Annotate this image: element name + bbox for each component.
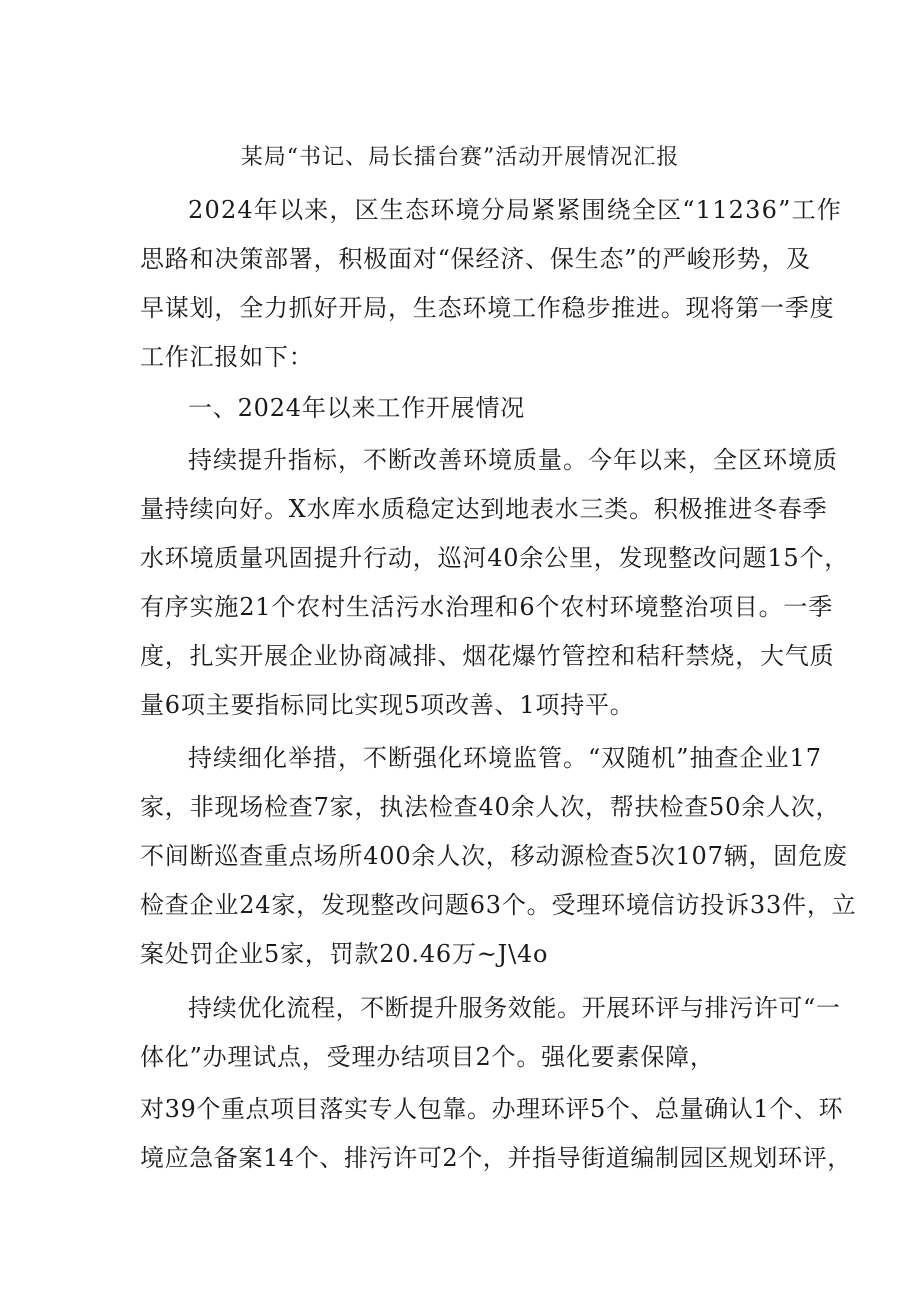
- document-title: 某局“书记、局长擂台赛”活动开展情况汇报: [240, 145, 680, 170]
- section-heading: 一、2024年以来工作开展情况: [188, 394, 526, 422]
- paragraph-line: 有序实施21个农村生活污水治理和6个农村环境整治项目。一季: [140, 593, 834, 621]
- paragraph-line: 检查企业24家，发现整改问题63个。受理环境信访投诉33件，立: [140, 891, 857, 919]
- paragraph-line: 对39个重点项目落实专人包靠。办理环评5个、总量确认1个、环: [140, 1095, 844, 1123]
- paragraph-line: 境应急备案14个、排污许可2个，并指导街道编制园区规划环评，: [140, 1144, 852, 1172]
- paragraph-line: 工作汇报如下：: [140, 343, 314, 371]
- paragraph-line: 水环境质量巩固提升行动，巡河40余公里，发现整改问题15个，: [140, 544, 850, 572]
- paragraph-line: 体化”办理试点，受理办结项目2个。强化要素保障，: [140, 1043, 715, 1071]
- paragraph-line: 量持续向好。X水库水质稳定达到地表水三类。积极推进冬春季: [140, 495, 828, 523]
- paragraph-line: 持续优化流程，不断提升服务效能。开展环评与排污许可“一: [188, 994, 841, 1022]
- paragraph-line: 量6项主要指标同比实现5项改善、1项持平。: [140, 691, 635, 719]
- paragraph-line: 度，扎实开展企业协商减排、烟花爆竹管控和秸秆禁烧，大气质: [140, 642, 835, 670]
- paragraph-line: 思路和决策部署，积极面对“保经济、保生态”的严峻形势，及: [140, 245, 811, 273]
- paragraph-line: 早谋划，全力抓好开局，生态环境工作稳步推进。现将第一季度: [140, 294, 835, 322]
- paragraph-line: 2024年以来，区生态环境分局紧紧围绕全区“11236”工作: [188, 196, 842, 224]
- paragraph-line: 持续提升指标，不断改善环境质量。今年以来，全区环境质: [188, 446, 838, 474]
- paragraph-line: 家，非现场检查7家，执法检查40余人次，帮扶检查50余人次，: [140, 793, 841, 821]
- paragraph-line: 持续细化举措，不断强化环境监管。“双随机”抽查企业17: [188, 744, 823, 772]
- paragraph-line: 不间断巡查重点场所400余人次，移动源检查5次107辆，固危废: [140, 842, 848, 870]
- paragraph-line: 案处罚企业5家，罚款20.46万~J\4o: [140, 940, 549, 968]
